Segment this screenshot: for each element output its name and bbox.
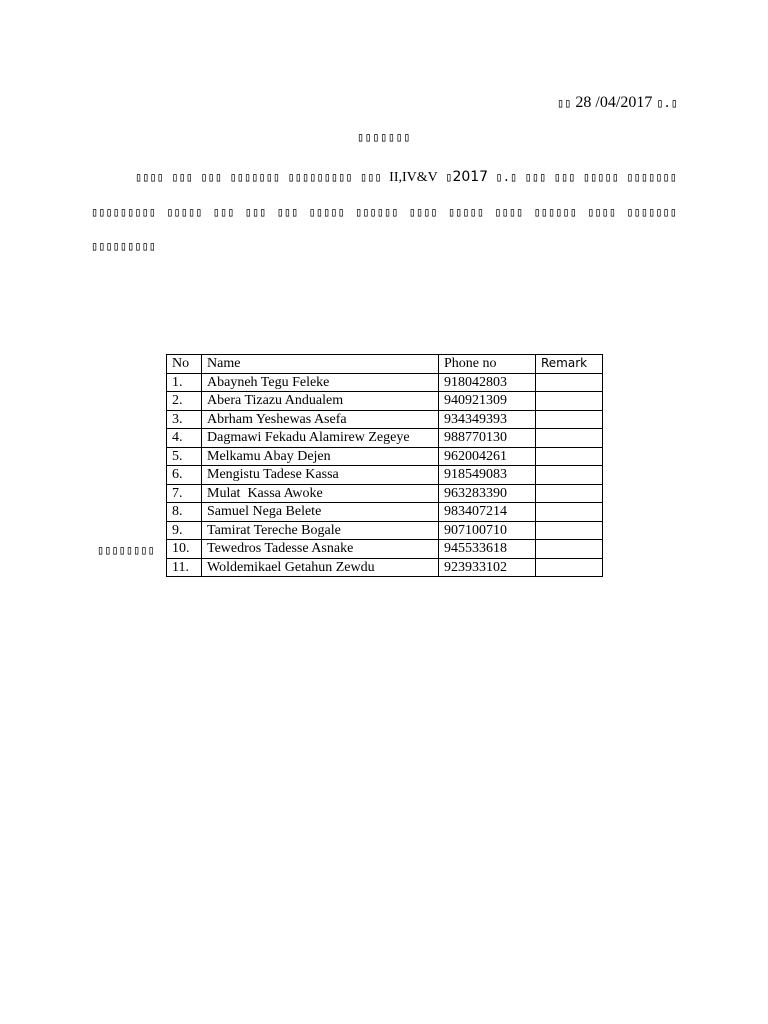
table-row — [167, 558, 603, 577]
staff-table — [166, 354, 603, 577]
table-header-row — [167, 355, 603, 374]
table-row — [167, 429, 603, 448]
cell-phone: 963283390 — [439, 484, 536, 503]
cell-no: 11. — [167, 558, 202, 577]
body-part-3: ▯.▯ ▯▯▯ ▯▯▯ ▯▯▯▯▯ ▯▯▯▯▯▯▯ ▯▯▯▯▯▯▯▯▯ ▯▯▯▯▯ ▯▯▯ ▯▯▯ ▯▯▯ ▯▯▯▯▯ ▯▯▯▯▯▯ ▯▯▯▯ ▯▯▯▯▯ ▯▯▯▯ ▯▯▯▯▯▯ ▯▯▯▯ ▯▯▯▯▯▯▯ ▯▯▯▯▯▯▯▯▯ — [91, 170, 677, 253]
header-remark: Remark — [536, 355, 603, 374]
table-row — [167, 392, 603, 411]
cell-phone: 934349393 — [439, 410, 536, 429]
cell-remark — [536, 410, 603, 429]
cell-remark — [536, 429, 603, 448]
cell-remark — [536, 521, 603, 540]
table-side-label: ▯▯▯▯▯▯▯▯ — [97, 543, 155, 557]
letter-subject: ▯▯▯▯▯▯▯ — [356, 130, 412, 144]
cell-no: 4. — [167, 429, 202, 448]
cell-no: 2. — [167, 392, 202, 411]
cell-remark — [536, 373, 603, 392]
date-value: 28 /04/2017 — [571, 94, 657, 111]
cell-phone: 907100710 — [439, 521, 536, 540]
cell-remark — [536, 503, 603, 522]
cell-phone: 962004261 — [439, 447, 536, 466]
cell-remark — [536, 392, 603, 411]
table-row — [167, 410, 603, 429]
cell-no: 9. — [167, 521, 202, 540]
table-row — [167, 466, 603, 485]
cell-name: Woldemikael Getahun Zewdu — [202, 558, 439, 577]
table-row — [167, 540, 603, 559]
date-suffix: ▯.▯ — [656, 96, 678, 110]
cell-name: Abrham Yeshewas Asefa — [202, 410, 439, 429]
cell-remark — [536, 540, 603, 559]
cell-no: 3. — [167, 410, 202, 429]
cell-no: 6. — [167, 466, 202, 485]
body-part-1: ▯▯▯▯ ▯▯▯ ▯▯▯ ▯▯▯▯▯▯▯ ▯▯▯▯▯▯▯▯▯ ▯▯▯ — [135, 170, 390, 184]
body-year: 2017 — [452, 169, 489, 185]
cell-name: Mengistu Tadese Kassa — [202, 466, 439, 485]
cell-no: 5. — [167, 447, 202, 466]
header-phone: Phone no — [439, 355, 536, 374]
table-row — [167, 503, 603, 522]
cell-remark — [536, 447, 603, 466]
cell-remark — [536, 484, 603, 503]
cell-phone: 988770130 — [439, 429, 536, 448]
body-levels: II,IV&V — [389, 170, 438, 185]
cell-name: Abera Tizazu Andualem — [202, 392, 439, 411]
cell-name: Tamirat Tereche Bogale — [202, 521, 439, 540]
cell-no: 7. — [167, 484, 202, 503]
header-no: No — [167, 355, 202, 374]
cell-phone: 983407214 — [439, 503, 536, 522]
cell-phone: 918549083 — [439, 466, 536, 485]
cell-no: 8. — [167, 503, 202, 522]
cell-name: Tewedros Tadesse Asnake — [202, 540, 439, 559]
cell-no: 1. — [167, 373, 202, 392]
table-row — [167, 447, 603, 466]
table-row — [167, 521, 603, 540]
letter-body — [91, 160, 677, 263]
date-prefix: ▯▯ — [556, 96, 572, 110]
cell-name: Dagmawi Fekadu Alamirew Zegeye — [202, 429, 439, 448]
header-name: Name — [202, 355, 439, 374]
cell-phone: 945533618 — [439, 540, 536, 559]
body-part-2: ▯ — [437, 170, 453, 184]
cell-no: 10. — [167, 540, 202, 559]
cell-remark — [536, 558, 603, 577]
cell-name: Melkamu Abay Dejen — [202, 447, 439, 466]
cell-phone: 923933102 — [439, 558, 536, 577]
table-row — [167, 373, 603, 392]
cell-name: Samuel Nega Belete — [202, 503, 439, 522]
cell-name: Abayneh Tegu Feleke — [202, 373, 439, 392]
cell-remark — [536, 466, 603, 485]
cell-name: Mulat Kassa Awoke — [202, 484, 439, 503]
cell-phone: 918042803 — [439, 373, 536, 392]
cell-phone: 940921309 — [439, 392, 536, 411]
table-row — [167, 484, 603, 503]
letter-date — [557, 94, 678, 112]
